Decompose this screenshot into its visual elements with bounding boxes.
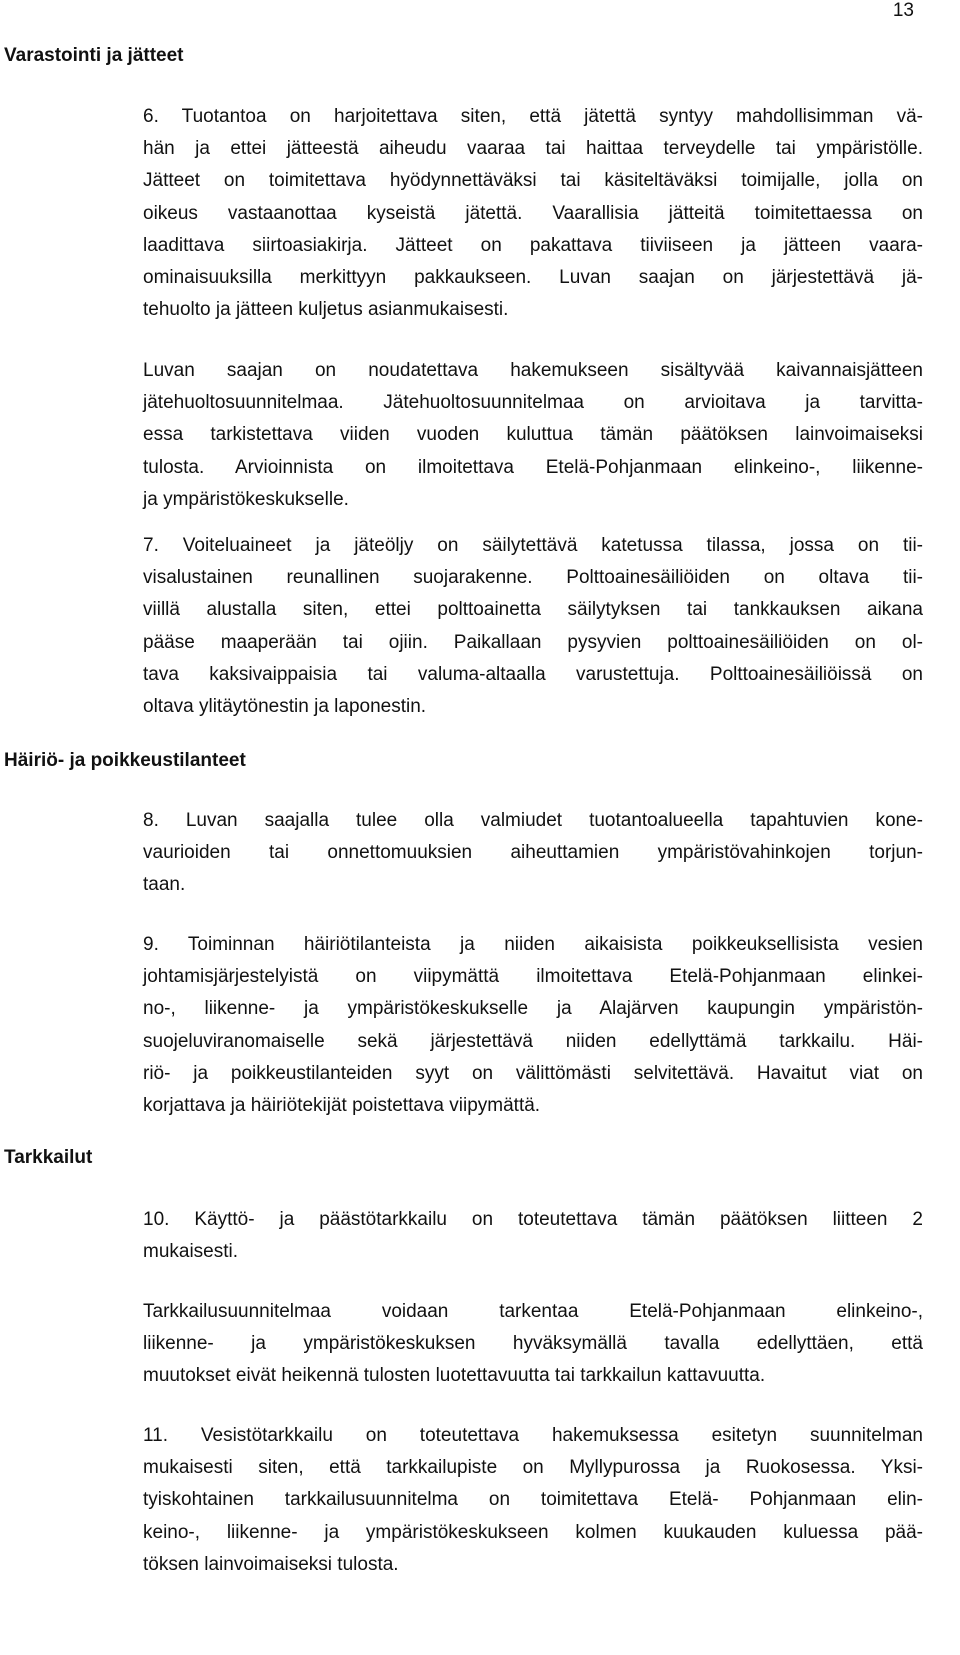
text-line: korjattava ja häiriötekijät poistettava viipymättä. — [143, 1095, 541, 1117]
text-line: tehuolto ja jätteen kuljetus asianmukaisesti. — [143, 299, 509, 321]
text-line: oikeus vastaanottaa kyseistä jätettä. Vaarallisia jätteitä toimitettaessa on — [143, 202, 923, 224]
text-line: laadittava siirtoasiakirja. Jätteet on pakattava tiiviiseen ja jätteen vaara- — [143, 234, 923, 256]
text-line: Tarkkailusuunnitelmaa voidaan tarkentaa Etelä-Pohjanmaan elinkeino-, — [143, 1301, 923, 1322]
text-line: tava kaksivaippaisia tai valuma-altaalla varustettuja. Polttoainesäiliöissä on — [143, 663, 923, 685]
paragraph-11 — [143, 1420, 923, 1581]
text-line: tulosta. Arvioinnista on ilmoitettava Etelä-Pohjanmaan elinkeino-, liikenne- — [143, 456, 923, 478]
text-line: 7. Voiteluaineet ja jäteöljy on säilytettävä katetussa tilassa, jossa on tii- — [143, 535, 923, 556]
text-line: oltava ylitäytönestin ja laponestin. — [143, 696, 427, 718]
text-line: töksen lainvoimaiseksi tulosta. — [143, 1553, 399, 1575]
page-number: 13 — [892, 0, 914, 21]
text-line: visalustainen reunallinen suojarakenne. Polttoainesäiliöiden on oltava tii- — [143, 567, 923, 589]
text-line: johtamisjärjestelyistä on viipymättä ilmoitettava Etelä-Pohjanmaan elinkei- — [143, 966, 923, 988]
text-line: 8. Luvan saajalla tulee olla valmiudet tuotantoalueella tapahtuvien kone- — [143, 810, 923, 831]
text-line: vaurioiden tai onnettomuuksien aiheuttamien ympäristövahinkojen torjun- — [143, 842, 923, 864]
text-line: essa tarkistettava viiden vuoden kuluttua tämän päätöksen lainvoimaiseksi — [143, 424, 923, 446]
paragraph-6-waste-plan — [143, 355, 923, 516]
paragraph-6 — [143, 101, 923, 326]
heading-disturbances: Häiriö- ja poikkeustilanteet — [4, 750, 246, 771]
text-line: riö- ja poikkeustilanteiden syyt on välittömästi selvitettävä. Havaitut viat on — [143, 1062, 923, 1084]
text-line: Jätteet on toimitettava hyödynnettäväksi tai käsiteltäväksi toimijalle, jolla on — [143, 170, 923, 192]
text-line: 10. Käyttö- ja päästötarkkailu on toteutettava tämän päätöksen liitteen 2 — [143, 1209, 923, 1230]
text-line: taan. — [143, 874, 186, 896]
text-line: jätehuoltosuunnitelmaa. Jätehuoltosuunnitelmaa on arvioitava ja tarvitta- — [143, 392, 923, 414]
text-line: hän ja ettei jätteestä aiheudu vaaraa tai haittaa terveydelle tai ympäristölle. — [143, 138, 923, 160]
heading-storage-and-waste: Varastointi ja jätteet — [4, 45, 184, 66]
text-line: suojeluviranomaiselle sekä järjestettävä niiden edellyttämä tarkkailu. Häi- — [143, 1030, 923, 1052]
text-line: mukaisesti siten, että tarkkailupiste on Myllypurossa ja Ruokosessa. Yksi- — [143, 1457, 923, 1479]
text-line: pääse maaperään tai ojiin. Paikallaan pysyvien polttoainesäiliöiden on ol- — [143, 631, 923, 653]
paragraph-10-monitoring-plan — [143, 1296, 923, 1393]
text-line: 6. Tuotantoa on harjoitettava siten, että jätettä syntyy mahdollisimman vä- — [143, 106, 923, 127]
text-line: viillä alustalla siten, ettei polttoainetta säilytyksen tai tankkauksen aikana — [143, 599, 923, 621]
paragraph-10 — [143, 1204, 923, 1268]
text-line: no-, liikenne- ja ympäristökeskukselle ja Alajärven kaupungin ympäristön- — [143, 998, 923, 1020]
text-line: liikenne- ja ympäristökeskuksen hyväksymällä tavalla edellyttäen, että — [143, 1333, 923, 1355]
text-line: 11. Vesistötarkkailu on toteutettava hakemuksessa esitetyn suunnitelman — [143, 1425, 923, 1446]
text-line: muutokset eivät heikennä tulosten luotettavuutta tai tarkkailun kattavuutta. — [143, 1365, 766, 1387]
paragraph-8 — [143, 805, 923, 902]
paragraph-9 — [143, 929, 923, 1122]
heading-monitoring: Tarkkailut — [4, 1147, 93, 1168]
text-line: 9. Toiminnan häiriötilanteista ja niiden aikaisista poikkeuksellisista vesien — [143, 934, 923, 955]
text-line: tyiskohtainen tarkkailusuunnitelma on toimitettava Etelä- Pohjanmaan elin- — [143, 1489, 923, 1511]
text-line: Luvan saajan on noudatettava hakemukseen sisältyvää kaivannaisjätteen — [143, 360, 923, 381]
text-line: keino-, liikenne- ja ympäristökeskukseen kolmen kuukauden kuluessa pää- — [143, 1521, 923, 1543]
paragraph-7 — [143, 530, 923, 723]
text-line: ominaisuuksilla merkittyyn pakkaukseen. Luvan saajan on järjestettävä jä- — [143, 267, 923, 289]
text-line: ja ympäristökeskukselle. — [143, 488, 349, 510]
text-line: mukaisesti. — [143, 1241, 239, 1263]
